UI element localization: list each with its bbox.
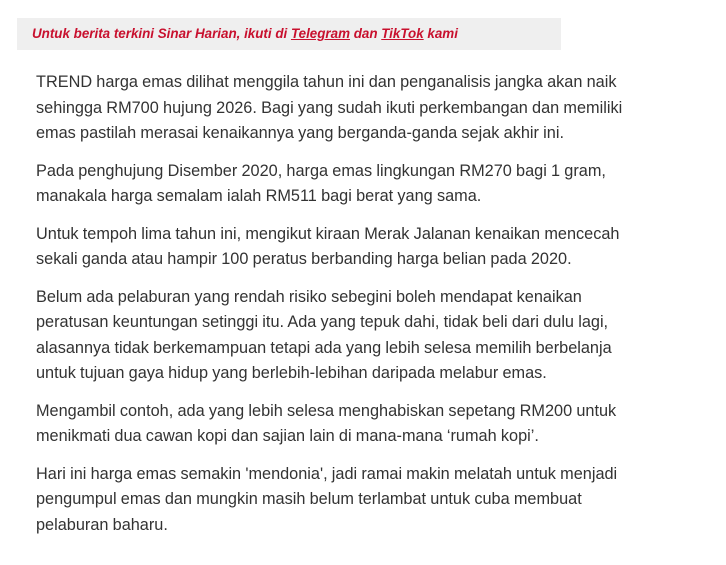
banner-middle-text: dan [350,26,382,41]
paragraph-line: sehingga RM700 hujung 2026. Bagi yang sudah ikuti perkembangan dan memiliki [36,98,623,117]
paragraph-line: sekali ganda atau hampir 100 peratus berbanding harga belian pada 2020. [36,250,572,268]
article-paragraph [36,159,696,210]
paragraph-line: peratusan keuntungan setinggi itu. Ada yang tepuk dahi, tidak beli dari dulu lagi, [36,313,609,331]
paragraph-line: Untuk tempoh lima tahun ini, mengikut kiraan Merak Jalanan kenaikan mencecah [36,224,620,243]
article-paragraph [36,285,696,387]
paragraph-line: pelaburan baharu. [36,515,168,534]
paragraph-line: Pada penghujung Disember 2020, harga emas lingkungan RM270 bagi 1 gram, [36,161,606,180]
telegram-link[interactable]: Telegram [290,26,350,41]
paragraph-line: menikmati dua cawan kopi dan sajian lain di mana-mana ‘rumah kopi’. [36,427,539,445]
article-paragraph [36,222,696,273]
article-paragraph [36,70,696,147]
article-paragraph [36,462,696,539]
paragraph-line: manakala harga semalam ialah RM511 bagi berat yang sama. [36,187,482,205]
paragraph-line: untuk tujuan gaya hidup yang berlebih-lebihan daripada melabur emas. [36,364,547,382]
tiktok-link[interactable]: TikTok [381,26,424,41]
follow-banner [17,18,561,50]
paragraph-line: Mengambil contoh, ada yang lebih selesa menghabiskan sepetang RM200 untuk [36,401,617,420]
paragraph-line: TREND harga emas dilihat menggila tahun ini dan penganalisis jangka akan naik [36,73,617,91]
paragraph-line: Hari ini harga emas semakin 'mendonia', jadi ramai makin melatah untuk menjadi [36,464,618,483]
banner-prefix-text: Untuk berita terkini Sinar Harian, ikuti di [32,26,291,41]
paragraph-line: Belum ada pelaburan yang rendah risiko sebegini boleh mendapat kenaikan [36,287,582,306]
paragraph-line: emas pastilah merasai kenaikannya yang berganda-ganda sejak akhir ini. [36,124,564,142]
paragraph-line: alasannya tidak berkemampuan tetapi ada yang lebih selesa memilih berbelanja [36,338,612,357]
paragraph-line: pengumpul emas dan mungkin masih belum terlambat untuk cuba membuat [36,490,582,508]
article-paragraph [36,399,696,450]
banner-suffix-text: kami [423,26,458,41]
article-body [36,70,696,550]
